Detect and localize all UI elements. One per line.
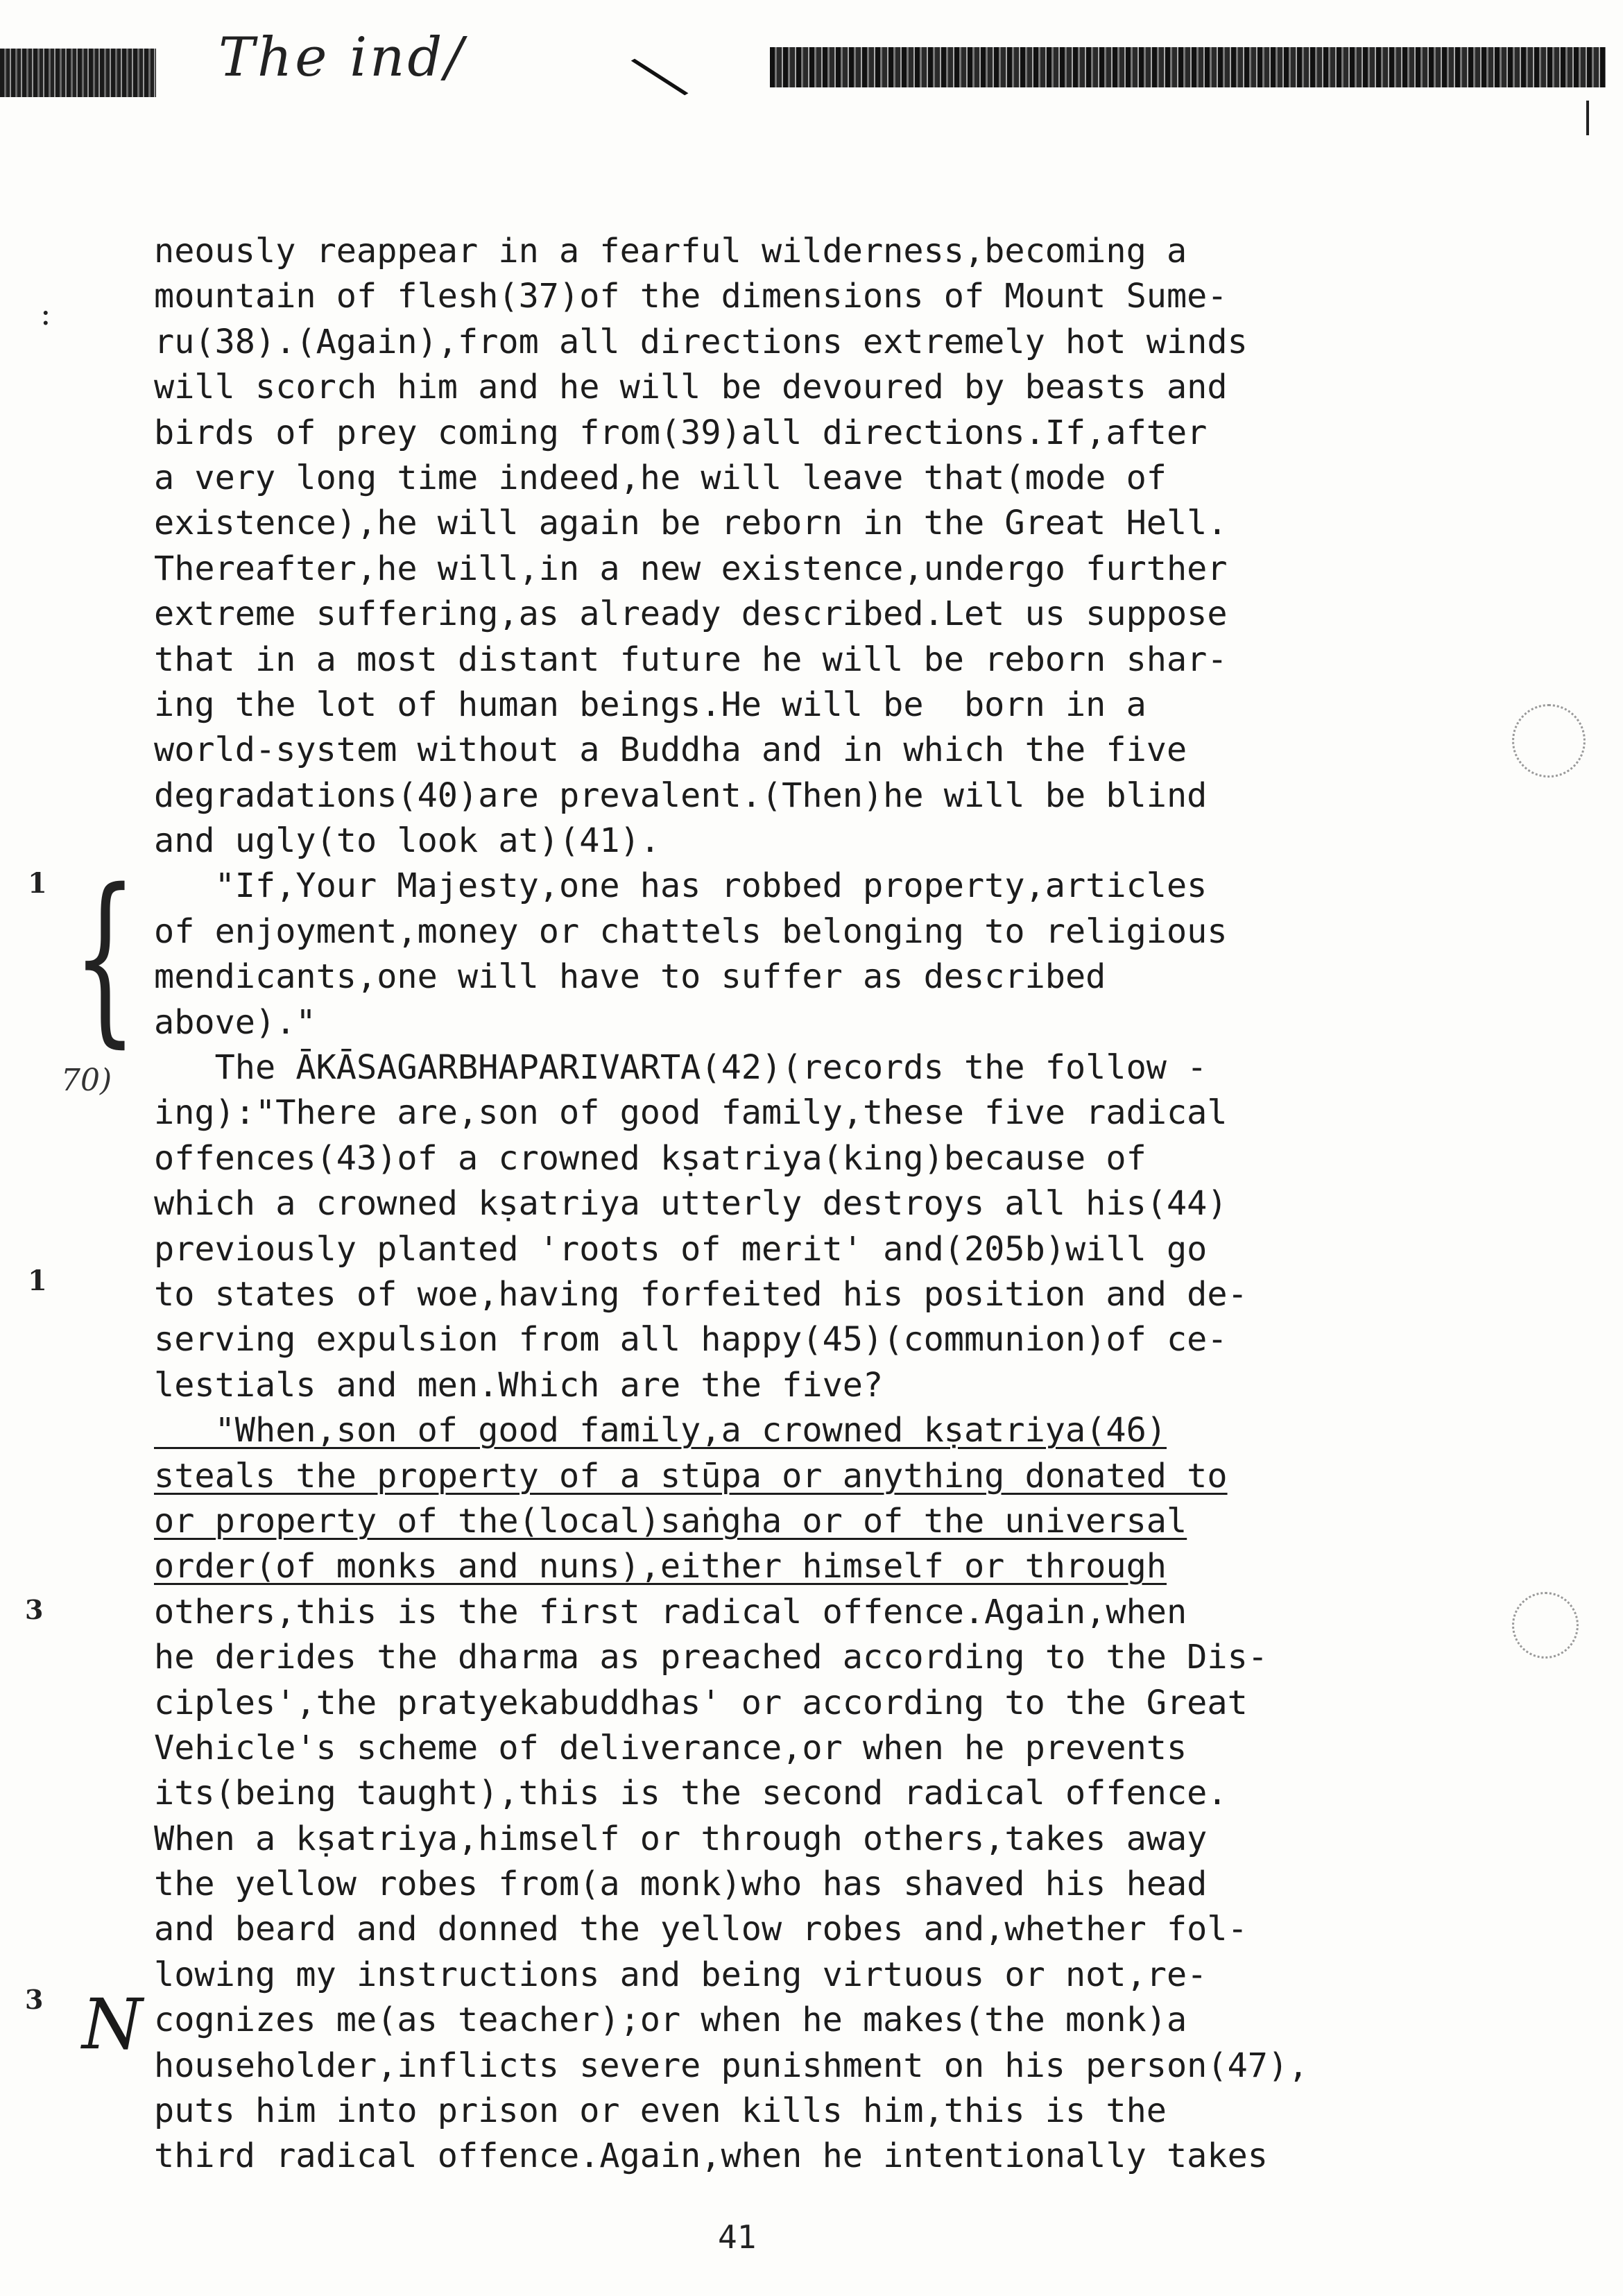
right-edge-tick (1586, 101, 1589, 135)
text-line: ru(38).(Again),from all directions extremely hot winds (154, 322, 1248, 361)
text-line: ciples',the pratyekabuddhas' or according to the Great (154, 1683, 1248, 1722)
text-line: above)." (154, 1002, 316, 1042)
text-line: birds of prey coming from(39)all directions.If,after (154, 413, 1208, 452)
text-line: the yellow robes from(a monk)who has shaved his head (154, 1865, 1208, 1904)
text-line-underlined: order(of monks and nuns),either himself or through (154, 1547, 1167, 1586)
text-line-underlined: or property of the(local)saṅgha or of the universal (154, 1501, 1187, 1541)
margin-annotation-n: N (82, 1984, 143, 2065)
text-line: others,this is the first radical offence.Again,when (154, 1592, 1187, 1631)
handwritten-header-note: The ind/ (218, 26, 466, 89)
scan-artifact-strip-right (770, 47, 1606, 87)
text-line: neously reappear in a fearful wilderness,becoming a (154, 232, 1187, 271)
margin-mark-1: 1 (28, 867, 47, 900)
text-line: of enjoyment,money or chattels belonging to religious (154, 911, 1228, 951)
margin-mark-2: 1 (28, 1265, 47, 1297)
text-line: lestials and men.Which are the five? (154, 1365, 884, 1405)
text-line: Vehicle's scheme of deliverance,or when he prevents (154, 1728, 1187, 1767)
text-line: and beard and donned the yellow robes and,whether fol- (154, 1910, 1248, 1949)
text-line: ing the lot of human beings.He will be born in a (154, 685, 1147, 724)
text-line: will scorch him and he will be devoured by beasts and (154, 368, 1228, 407)
text-line: he derides the dharma as preached according to the Dis- (154, 1638, 1268, 1677)
text-line: "If,Your Majesty,one has robbed property,articles (154, 866, 1208, 906)
text-line: third radical offence.Again,when he intentionally takes (154, 2136, 1268, 2176)
text-line-underlined: steals the property of a stūpa or anything donated to (154, 1456, 1228, 1496)
text-line: previously planted 'roots of merit' and(205b)will go (154, 1229, 1208, 1269)
handwritten-brace: { (73, 850, 137, 1064)
text-line: its(being taught),this is the second radical offence. (154, 1774, 1228, 1813)
scan-artifact-strip-left (0, 49, 156, 97)
text-line: puts him into prison or even kills him,this is the (154, 2091, 1167, 2131)
text-line: mountain of flesh(37)of the dimensions of Mount Sume- (154, 277, 1228, 316)
text-line: householder,inflicts severe punishment on his person(47), (154, 2046, 1309, 2085)
text-line: mendicants,one will have to suffer as described (154, 957, 1106, 997)
text-line: The ĀKĀSAGARBHAPARIVARTA(42)(records the follow - (154, 1048, 1208, 1088)
text-line: serving expulsion from all happy(45)(communion)of ce- (154, 1320, 1228, 1360)
text-line: that in a most distant future he will be reborn shar- (154, 640, 1228, 679)
text-line: extreme suffering,as already described.Let us suppose (154, 594, 1228, 634)
text-line: offences(43)of a crowned kṣatriya(king)because of (154, 1138, 1147, 1178)
text-line: lowing my instructions and being virtuous or not,re- (154, 1955, 1208, 1994)
margin-mark-4: 3 (25, 1984, 44, 2015)
punch-hole-mark (1512, 704, 1586, 778)
text-line-underlined: "When,son of good family,a crowned kṣatriya(46) (154, 1411, 1167, 1450)
margin-annotation-70: 70) (61, 1063, 112, 1098)
punch-hole-mark (1512, 1592, 1579, 1659)
text-line: existence),he will again be reborn in the Great Hell. (154, 504, 1228, 543)
text-line: Thereafter,he will,in a new existence,undergo further (154, 549, 1228, 588)
margin-mark-3: 3 (25, 1594, 44, 1625)
text-line: a very long time indeed,he will leave that(mode of (154, 458, 1167, 497)
text-line: to states of woe,having forfeited his position and de- (154, 1274, 1248, 1314)
page-number: 41 (718, 2218, 757, 2256)
text-line: world-system without a Buddha and in which the five (154, 730, 1187, 770)
margin-colon-mark: : (40, 295, 51, 332)
document-body (154, 229, 1472, 2179)
text-line: which a crowned kṣatriya utterly destroys all his(44) (154, 1184, 1228, 1224)
text-line: degradations(40)are prevalent.(Then)he will be blind (154, 776, 1208, 815)
text-line: ing):"There are,son of good family,these five radical (154, 1093, 1228, 1133)
pen-stroke-mark: ╲ (633, 44, 687, 110)
text-line: When a kṣatriya,himself or through others,takes away (154, 1819, 1208, 1858)
text-line: cognizes me(as teacher);or when he makes(the monk)a (154, 2001, 1187, 2040)
text-line: and ugly(to look at)(41). (154, 821, 660, 861)
